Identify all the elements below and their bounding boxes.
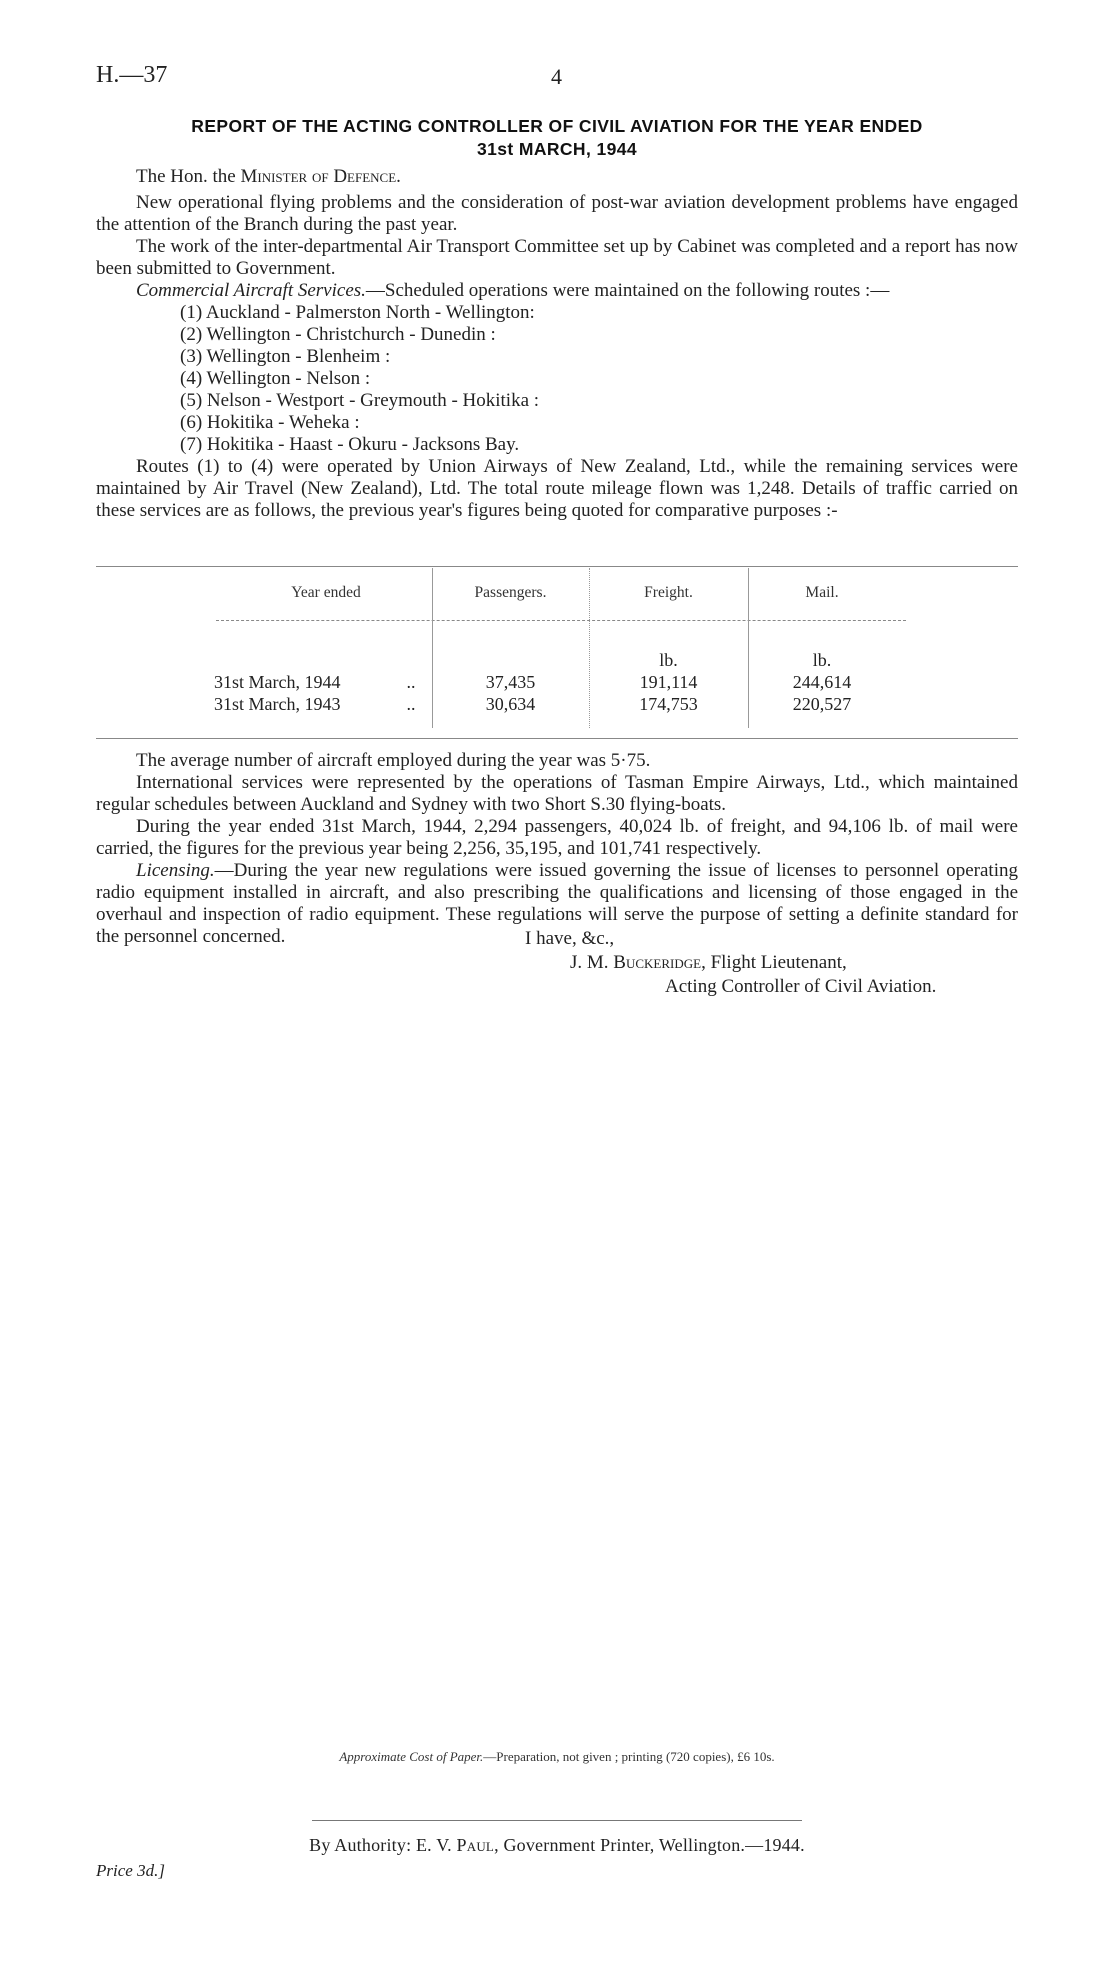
table-header-rule <box>216 620 906 621</box>
signature-surname: Buckeridge <box>613 952 702 973</box>
table-top-rule <box>96 566 1018 567</box>
header-freight: Freight. <box>644 584 693 601</box>
header-passengers: Passengers. <box>474 584 547 601</box>
licensing-text: —During the year new regulations were issued governing the issue of licenses to personnel operating radio equipment installed in aircraft, and also prescribing the qualifications and licensing of those engaged in the overhaul and inspection of radio equipment. These regulations will serve the purpose of setting a definite standard for the personnel concerned. <box>96 860 1018 947</box>
paragraph-commercial <box>96 280 1018 302</box>
commercial-text: —Scheduled operations were maintained on the following routes :— <box>365 280 890 301</box>
route-item: (2) Wellington - Christchurch - Dunedin : <box>180 324 496 345</box>
traffic-table <box>96 566 1018 740</box>
price-note: Price 3d.] <box>96 1861 165 1880</box>
salutation-office: Minister of Defence <box>240 166 397 187</box>
route-item: (3) Wellington - Blenheim : <box>180 346 391 367</box>
route-item: (6) Hokitika - Weheka : <box>180 412 360 433</box>
salutation-suffix: . <box>396 166 401 187</box>
page-number: 4 <box>551 64 562 89</box>
signature-name <box>570 952 847 974</box>
paragraph-operational: New operational flying problems and the consideration of post-war aviation development problems have engaged the attention of the Branch during the past year. <box>96 192 1018 235</box>
paragraph-committee: The work of the inter-departmental Air Transport Committee set up by Cabinet was completed and a report has now been submitted to Government. <box>96 236 1018 279</box>
cell-freight: 191,114 <box>639 672 698 692</box>
route-item: (5) Nelson - Westport - Greymouth - Hokitika : <box>180 390 540 411</box>
signature-rank: , Flight Lieutenant, <box>701 952 847 973</box>
paragraph-aircraft: The average number of aircraft employed during the year was 5·75. <box>136 750 651 771</box>
cost-text: —Preparation, not given ; printing (720 copies), £6 10s. <box>483 1749 775 1764</box>
cost-label: Approximate Cost of Paper. <box>339 1749 484 1764</box>
authority-prefix: By Authority: E. V. <box>309 1835 457 1855</box>
paragraph-international: International services were represented by the operations of Tasman Empire Airways, Ltd., which maintained regular schedules between Auckland and Sydney with two Short S.30 flying-boats. <box>96 772 1018 815</box>
licensing-heading: Licensing. <box>136 860 215 881</box>
route-item: (4) Wellington - Nelson : <box>180 368 371 389</box>
cell-freight: 174,753 <box>639 694 698 714</box>
paragraph-tasman-traffic: During the year ended 31st March, 1944, 2,294 passengers, 40,024 lb. of freight, and 94,106 lb. of mail were carried, the figures for the previous year being 2,256, 35,195, and 101,741 respectively. <box>96 816 1018 859</box>
table-bottom-rule <box>96 738 1018 739</box>
title-line-1: REPORT OF THE ACTING CONTROLLER OF CIVIL AVIATION FOR THE YEAR ENDED <box>191 116 923 136</box>
report-body-continued <box>96 750 1018 948</box>
cell-mail: 244,614 <box>792 672 852 692</box>
title-line-2: 31st MARCH, 1944 <box>476 139 638 159</box>
header-mail: Mail. <box>805 584 839 601</box>
printer-authority <box>96 1835 1018 1856</box>
commercial-heading: Commercial Aircraft Services. <box>136 280 366 301</box>
routes-list <box>96 302 1018 456</box>
footer-rule <box>312 1820 802 1821</box>
route-item: (7) Hokitika - Haast - Okuru - Jacksons Bay. <box>180 434 520 455</box>
cost-note <box>96 1749 1018 1765</box>
cell-dots: .. <box>406 694 416 714</box>
cell-passengers: 37,435 <box>485 672 536 692</box>
authority-suffix: , Government Printer, Wellington.—1944. <box>494 1835 805 1855</box>
cell-year: 31st March, 1944 <box>214 672 341 692</box>
salutation <box>96 166 1018 188</box>
report-body <box>96 166 1018 522</box>
cell-dots: .. <box>406 672 416 692</box>
page-reference: H.—37 <box>96 62 168 88</box>
report-title <box>96 115 1018 161</box>
unit-mail: lb. <box>812 650 832 670</box>
signature-title: Acting Controller of Civil Aviation. <box>665 976 937 997</box>
cell-mail: 220,527 <box>792 694 852 714</box>
cell-year: 31st March, 1943 <box>214 694 341 714</box>
unit-freight: lb. <box>659 650 678 670</box>
route-item: (1) Auckland - Palmerston North - Wellington: <box>180 302 535 323</box>
signature-initials: J. M. <box>570 952 614 973</box>
paragraph-routes: Routes (1) to (4) were operated by Union Airways of New Zealand, Ltd., while the remaining services were maintained by Air Travel (New Zealand), Ltd. The total route mileage flown was 1,248. Details of traffic carried on these services are as follows, the previous year's figures being quoted for comparative purposes :- <box>96 456 1018 521</box>
header-year-ended: Year ended <box>291 584 361 601</box>
signature-closing: I have, &c., <box>525 928 615 949</box>
salutation-prefix: The Hon. the <box>136 166 241 187</box>
cell-passengers: 30,634 <box>485 694 536 714</box>
authority-name: Paul <box>456 1835 495 1855</box>
